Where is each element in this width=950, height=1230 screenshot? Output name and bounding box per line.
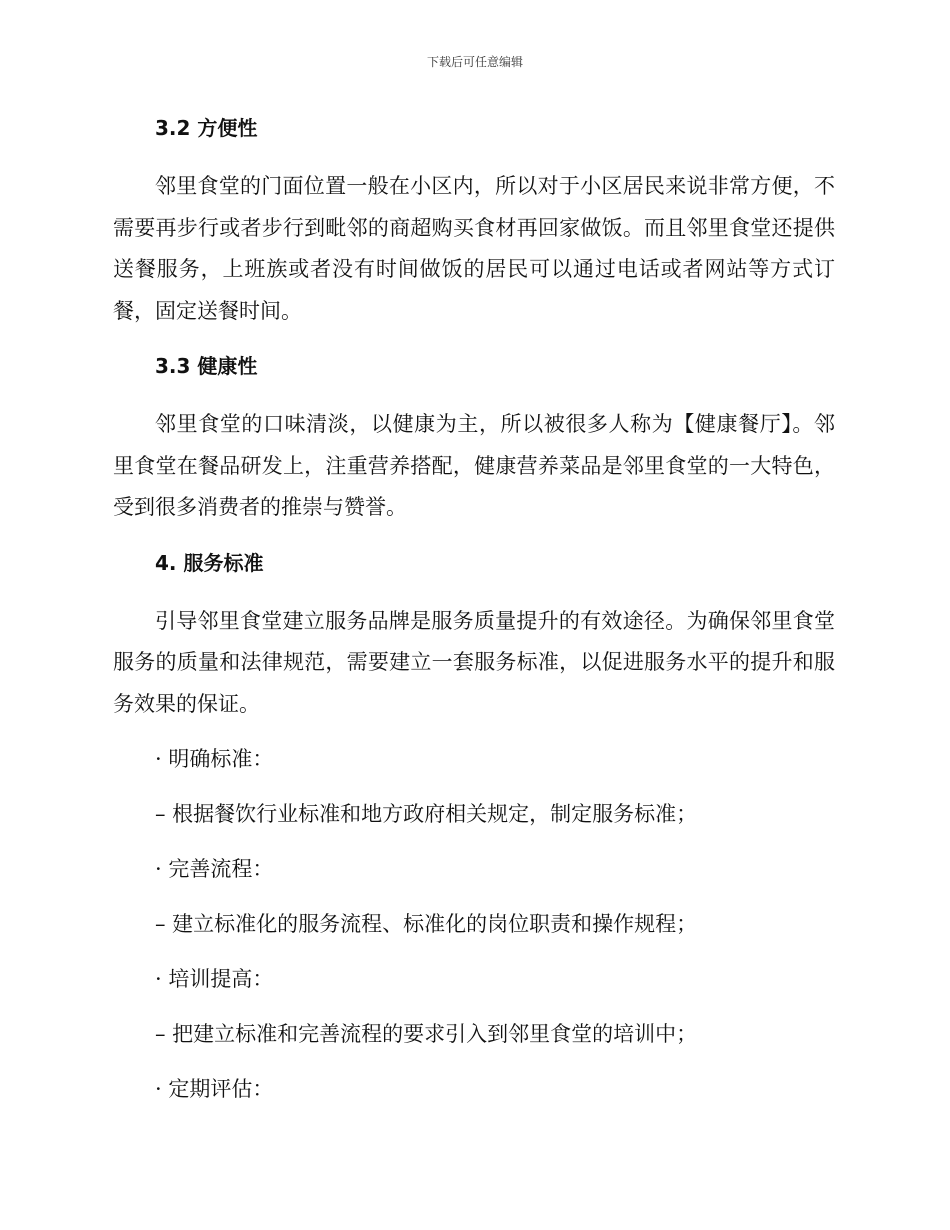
list-item: – 建立标准化的服务流程、标准化的岗位职责和操作规程； — [155, 912, 698, 936]
section-heading-3-3: 3.3 健康性 — [155, 354, 258, 378]
section-heading-3-2: 3.2 方便性 — [155, 116, 258, 140]
list-item: · 培训提高： — [155, 967, 274, 991]
section-paragraph-4: 引导邻里食堂建立服务品牌是服务质量提升的有效途径。为确保邻里食堂服务的质量和法律规范，需要建立一套服务标准，以促进服务水平的提升和服务效果的保证。 — [113, 608, 835, 716]
list-item: · 完善流程： — [155, 857, 274, 881]
service-standard-list — [113, 739, 835, 1109]
page-header: 下载后可任意编辑 — [426, 55, 523, 69]
section-heading-4: 4. 服务标准 — [155, 550, 264, 575]
list-item: · 明确标准： — [155, 747, 274, 771]
list-item: – 把建立标准和完善流程的要求引入到邻里食堂的培训中； — [155, 1022, 698, 1046]
document-body — [113, 108, 835, 1124]
list-item: · 定期评估： — [155, 1077, 274, 1101]
list-item: – 根据餐饮行业标准和地方政府相关规定，制定服务标准； — [155, 802, 698, 826]
section-paragraph-3-2: 邻里食堂的门面位置一般在小区内，所以对于小区居民来说非常方便，不需要再步行或者步行到毗邻的商超购买食材再回家做饭。而且邻里食堂还提供送餐服务，上班族或者没有时间做饭的居民可以通过电话或者网站等方式订餐，固定送餐时间。 — [113, 174, 835, 323]
section-paragraph-3-3: 邻里食堂的口味清淡，以健康为主，所以被很多人称为【健康餐厅】。邻里食堂在餐品研发上，注重营养搭配，健康营养菜品是邻里食堂的一大特色，受到很多消费者的推崇与赞誉。 — [113, 412, 835, 519]
